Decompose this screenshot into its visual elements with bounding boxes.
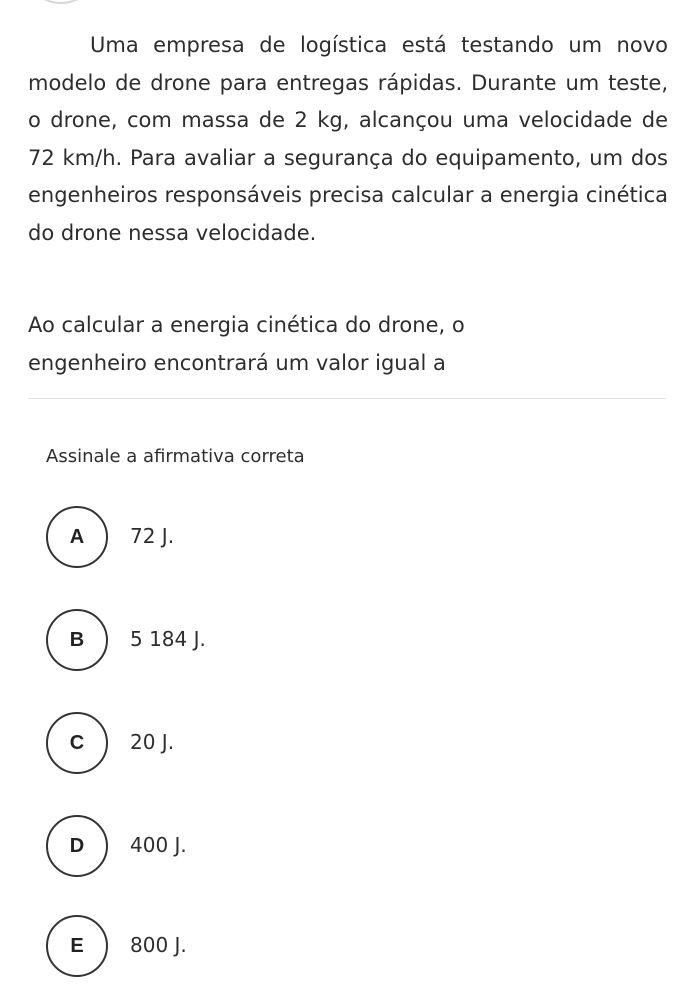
option-a-text: 72 J. (130, 524, 175, 548)
option-a[interactable] (46, 506, 446, 566)
option-d-text: 400 J. (130, 833, 187, 857)
option-b-text: 5 184 J. (130, 627, 206, 651)
option-c-letter[interactable]: C (46, 712, 108, 774)
option-d-letter[interactable]: D (46, 815, 108, 877)
question-prompt: Ao calcular a energia cinética do drone, o engenheiro encontrará um valor igual a (28, 313, 465, 375)
option-b[interactable] (46, 609, 446, 669)
option-b-letter[interactable]: B (46, 609, 108, 671)
option-e-letter[interactable]: E (46, 915, 108, 977)
option-e[interactable] (46, 915, 446, 975)
option-e-text: 800 J. (130, 933, 187, 957)
option-c[interactable] (46, 712, 446, 772)
option-a-letter[interactable]: A (46, 506, 108, 568)
option-c-text: 20 J. (130, 730, 175, 754)
instruction-label: Assinale a afirmativa correta (46, 446, 305, 467)
question-statement: Uma empresa de logística está testando um novo modelo de drone para entregas rápidas. Durante um teste, o drone, com massa de 2 kg, alcançou uma velocidade de 72 km/h. Para avaliar a segurança do equipamento, um dos engenheiros responsáveis precisa calcular a energia cinética do drone nessa velocidade. (28, 33, 668, 245)
option-d[interactable] (46, 815, 446, 875)
previous-option-circle-edge (24, 0, 98, 4)
divider (28, 398, 666, 399)
